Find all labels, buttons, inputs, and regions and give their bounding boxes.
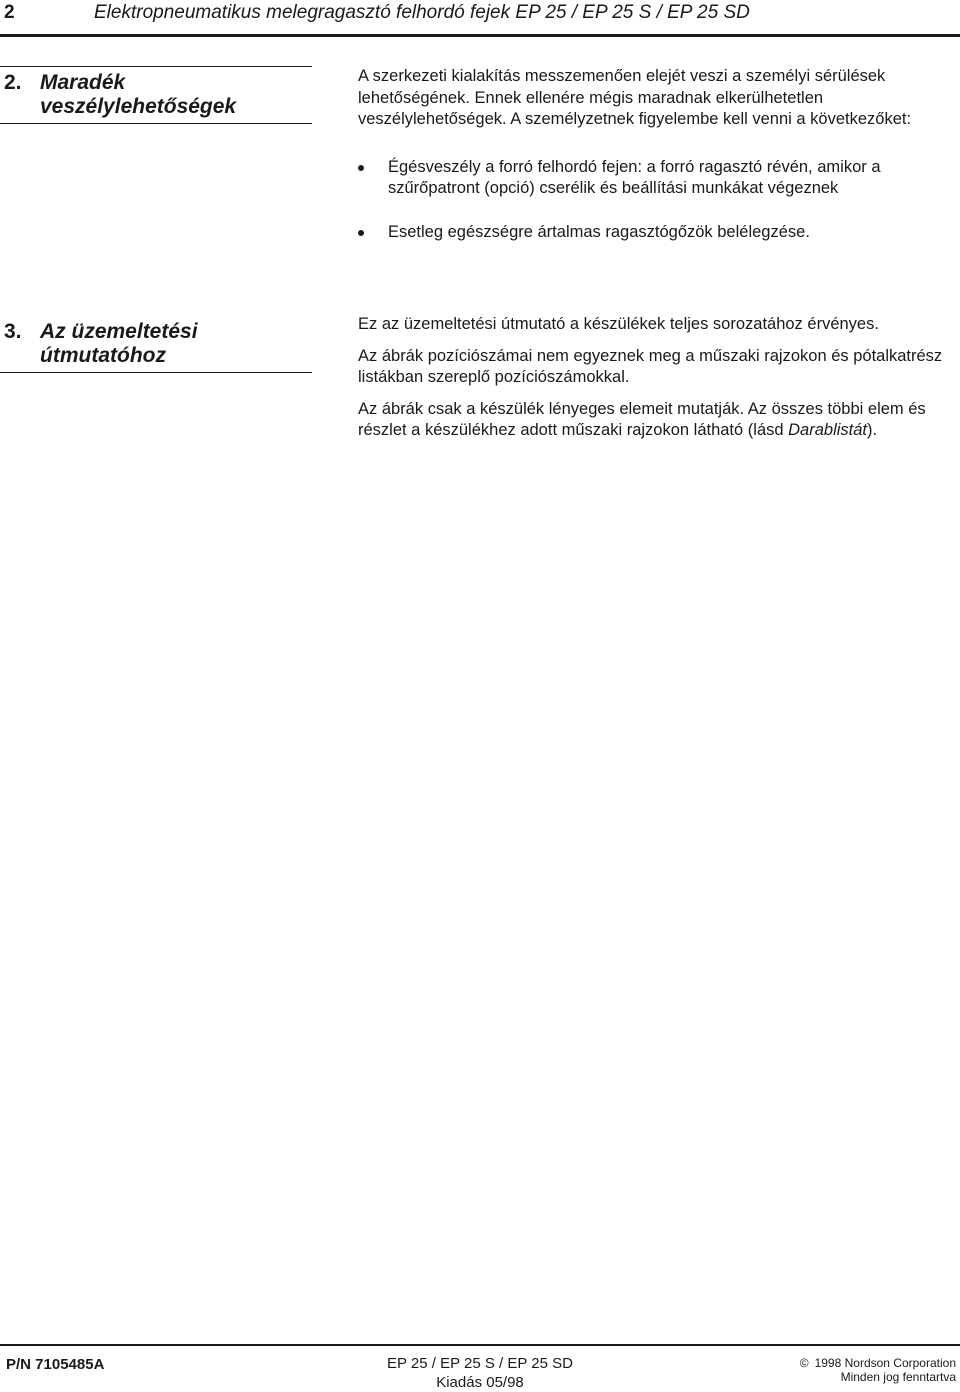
paragraph-text: Az ábrák csak a készülék lényeges elemeit mutatják. Az összes többi elem és részlet a készülékhez adott műszaki rajzokon látható (lásd: [358, 399, 926, 439]
heading-rule-top: [0, 66, 312, 67]
section-title: Az üzemeltetési útmutatóhoz: [40, 320, 198, 367]
section-body: [358, 66, 956, 265]
paragraph: Az ábrák pozíciószámai nem egyeznek meg a műszaki rajzokon és pótalkatrész listákban szereplő pozíciószámokkal.: [358, 346, 943, 386]
section-title: Maradék veszélylehetőségek: [40, 71, 237, 118]
edition-label: Kiadás 05/98: [436, 1374, 524, 1391]
footer-center: [380, 1354, 580, 1392]
paragraph: Ez az üzemeltetési útmutató a készülékek teljes sorozatához érvényes.: [358, 315, 879, 333]
heading-rule-bottom: [0, 372, 312, 373]
copyright-line: [800, 1356, 956, 1370]
list-item: [358, 222, 956, 244]
bullet-icon: [358, 165, 364, 171]
footer-divider: [0, 1344, 960, 1346]
section-number: 2.: [4, 71, 22, 94]
section-body: [358, 314, 956, 452]
copyright-text: 1998 Nordson Corporation: [814, 1356, 956, 1370]
copyright-icon: ©: [799, 1356, 809, 1370]
heading-rule-bottom: [0, 123, 312, 124]
page-footer: [0, 1344, 960, 1392]
paragraph: [358, 399, 956, 442]
model-label: EP 25 / EP 25 S / EP 25 SD: [387, 1355, 573, 1372]
page-header: [0, 0, 960, 44]
list-item: [358, 157, 956, 200]
bullet-list: [358, 157, 956, 244]
parts-list-reference: Darablistát: [788, 421, 868, 439]
section-number: 3.: [4, 320, 22, 343]
list-item-text: Égésveszély a forró felhordó fejen: a forró ragasztó révén, amikor a szűrőpatront (opció) cserélik és beállítási munkákat végeznek: [388, 157, 881, 197]
paragraph-text-end: ).: [867, 421, 878, 439]
footer-copyright: [800, 1356, 956, 1384]
rights-text: Minden jog fenntartva: [840, 1370, 956, 1384]
list-item-text: Esetleg egészségre ártalmas ragasztógőzök belélegzése.: [388, 222, 810, 241]
page-number: 2: [4, 2, 15, 23]
bullet-icon: [358, 230, 364, 236]
document-title: Elektropneumatikus melegragasztó felhordó fejek EP 25 / EP 25 S / EP 25 SD: [94, 2, 750, 23]
paragraph: A szerkezeti kialakítás messzemenően elejét veszi a személyi sérülések lehetőségének. Ennek ellenére mégis maradnak elkerülhetetlen veszélylehetőségek. A személyzetnek figyelembe kell venni a következőket:: [358, 67, 912, 128]
header-divider: [0, 34, 960, 37]
part-number: P/N 7105485A: [6, 1356, 105, 1373]
